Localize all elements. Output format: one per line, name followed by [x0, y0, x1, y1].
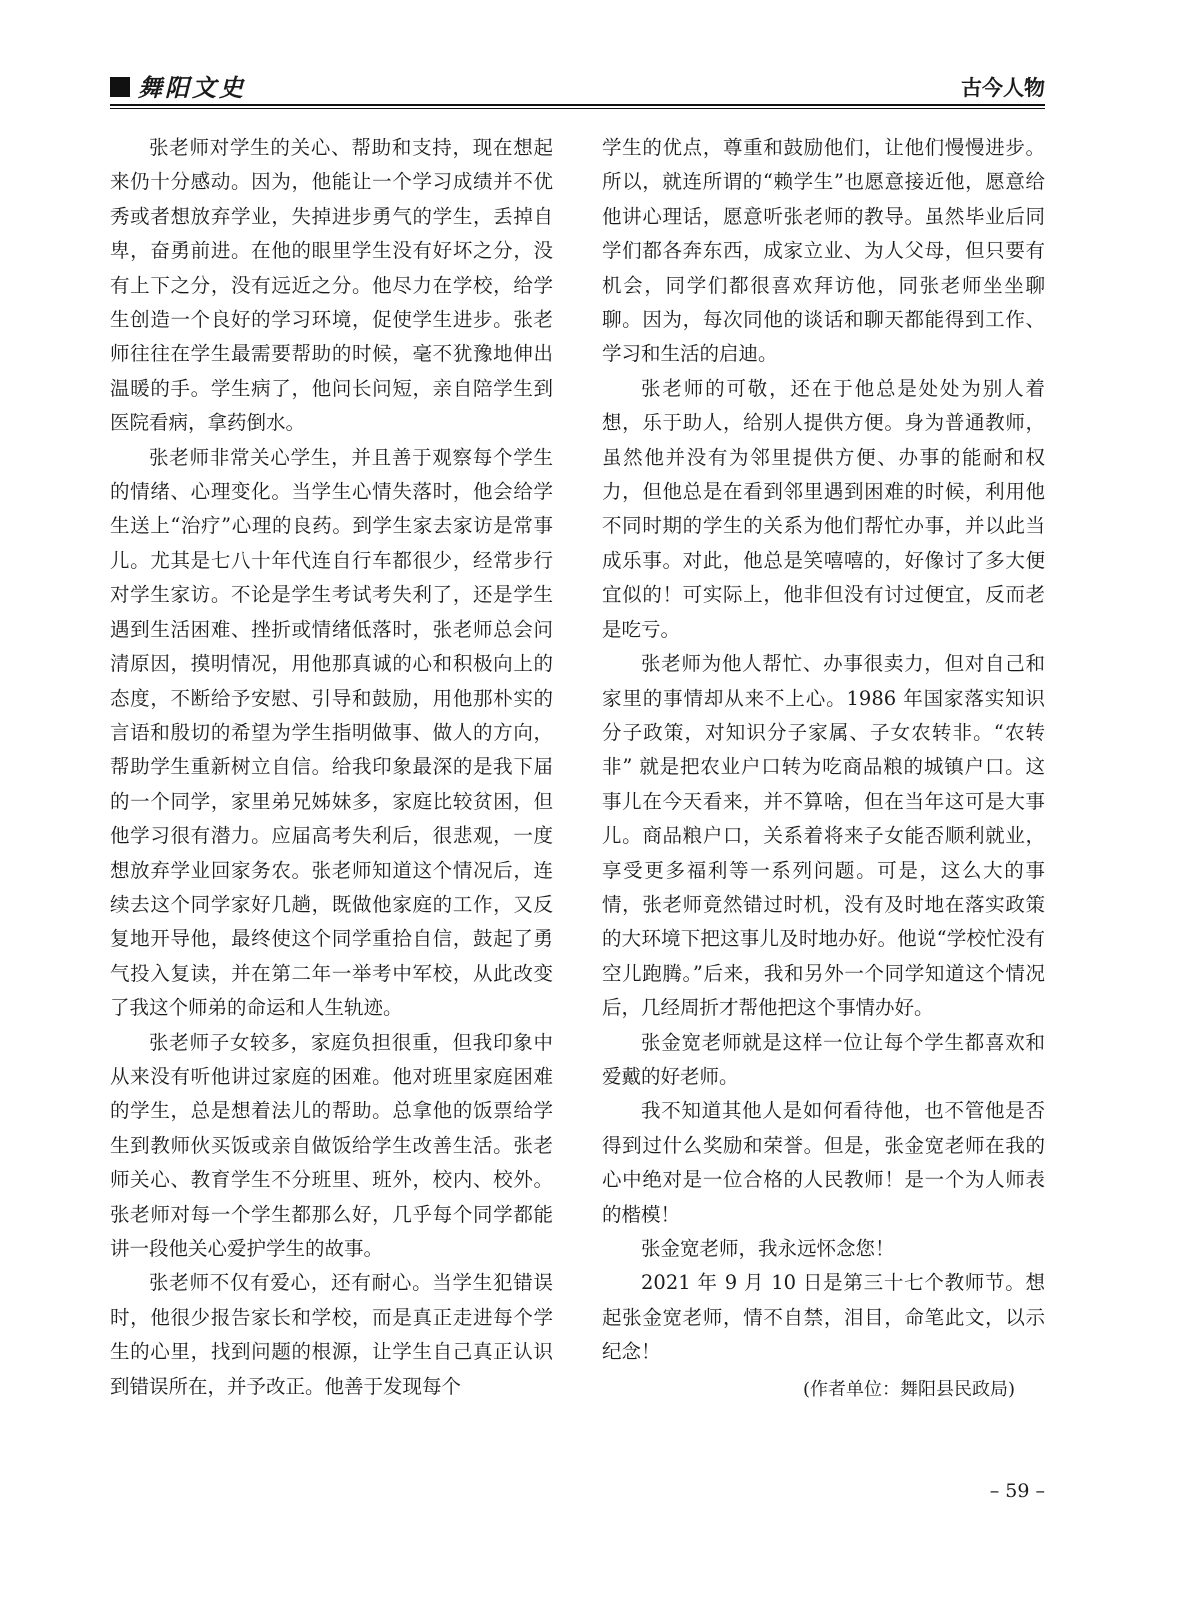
- paragraph: 张老师的可敬，还在于他总是处处为别人着想，乐于助人，给别人提供方便。身为普通教师，虽然他并没有为邻里提供方便、办事的能耐和权力，但他总是在看到邻里遇到困难的时候，利用他不同时期的学生的关系为他们帮忙办事，并以此当成乐事。对此，他总是笑嘻嘻的，好像讨了多大便宜似的！可实际上，他非但没有讨过便宜，反而老是吃亏。: [602, 376, 1045, 641]
- header-rule-thick: [110, 104, 1045, 106]
- paragraph: 张老师对学生的关心、帮助和支持，现在想起来仍十分感动。因为，他能让一个学习成绩并不优秀或者想放弃学业，失掉进步勇气的学生，丢掉自卑，奋勇前进。在他的眼里学生没有好坏之分，没有上下之分，没有远近之分。他尽力在学校，给学生创造一个良好的学习环境，促使学生进步。张老师往往在学生最需要帮助的时候，毫不犹豫地伸出温暖的手。学生病了，他问长问短，亲自陪学生到医院看病，拿药倒水。: [110, 136, 553, 435]
- paragraph: 张金宽老师就是这样一位让每个学生都喜欢和爱戴的好老师。: [602, 1030, 1045, 1088]
- paragraph: 2021 年 9 月 10 日是第三十七个教师节。想起张金宽老师，情不自禁，泪目，命笔此文，以示纪念！: [602, 1271, 1045, 1364]
- paragraph: 张老师不仅有爱心，还有耐心。当学生犯错误时，他很少报告家长和学校，而是真正走进每个学生的心里，找到问题的根源，让学生自己真正认识到错误所在，并予改正。他善于发现每个: [110, 1271, 553, 1398]
- author-affiliation: (作者单位：舞阳县民政局): [802, 1378, 1015, 1400]
- running-header: [110, 74, 1045, 104]
- right-column: [602, 131, 1045, 1410]
- header-rule-thin: [110, 108, 1045, 109]
- header-square-mark: [110, 77, 130, 97]
- paragraph: 张金宽老师，我永远怀念您！: [641, 1237, 895, 1260]
- paragraph: 我不知道其他人是如何看待他，也不管他是否得到过什么奖励和荣誉。但是，张金宽老师在我的心中绝对是一位合格的人民教师！是一个为人师表的楷模！: [602, 1099, 1045, 1226]
- journal-title: 舞阳文史: [138, 73, 246, 102]
- section-title: 古今人物: [961, 76, 1045, 100]
- page-number: – 59 –: [989, 1480, 1045, 1502]
- left-column: [110, 131, 553, 1404]
- paragraph: 张老师非常关心学生，并且善于观察每个学生的情绪、心理变化。当学生心情失落时，他会给学生送上“治疗”心理的良药。到学生家去家访是常事儿。尤其是七八十年代连自行车都很少，经常步行对学生家访。不论是学生考试考失利了，还是学生遇到生活困难、挫折或情绪低落时，张老师总会问清原因，摸明情况，用他那真诚的心和积极向上的态度，不断给予安慰、引导和鼓励，用他那朴实的言语和殷切的希望为学生指明做事、做人的方向，帮助学生重新树立自信。给我印象最深的是我下届的一个同学，家里弟兄姊妹多，家庭比较贫困，但他学习很有潜力。应届高考失利后，很悲观，一度想放弃学业回家务农。张老师知道这个情况后，连续去这个同学家好几趟，既做他家庭的工作，又反复地开导他，最终使这个同学重拾自信，鼓起了勇气投入复读，并在第二年一举考中军校，从此改变了我这个师弟的命运和人生轨迹。: [110, 445, 553, 1020]
- paragraph: 张老师为他人帮忙、办事很卖力，但对自己和家里的事情却从来不上心。1986 年国家落实知识分子政策，对知识分子家属、子女农转非。“农转非” 就是把农业户口转为吃商品粮的城镇户口。这事儿在今天看来，并不算啥，但在当年这可是大事儿。商品粮户口，关系着将来子女能否顺利就业，享受更多福利等一系列问题。可是，这么大的事情，张老师竟然错过时机，没有及时地在落实政策的大环境下把这事儿及时地办好。他说“学校忙没有空儿跑腾。”后来，我和另外一个同学知道这个情况后，几经周折才帮他把这个事情办好。: [602, 652, 1045, 1020]
- paragraph-continuation: 学生的优点，尊重和鼓励他们，让他们慢慢进步。所以，就连所谓的“赖学生”也愿意接近他，愿意给他讲心理话，愿意听张老师的教导。虽然毕业后同学们都各奔东西，成家立业、为人父母，但只要有机会，同学们都很喜欢拜访他，同张老师坐坐聊聊。因为，每次同他的谈话和聊天都能得到工作、学习和生活的启迪。: [602, 136, 1045, 366]
- paragraph: 张老师子女较多，家庭负担很重，但我印象中从来没有听他讲过家庭的困难。他对班里家庭困难的学生，总是想着法儿的帮助。总拿他的饭票给学生到教师伙买饭或亲自做饭给学生改善生活。张老师关心、教育学生不分班里、班外，校内、校外。张老师对每一个学生都那么好，几乎每个同学都能讲一段他关心爱护学生的故事。: [110, 1030, 553, 1260]
